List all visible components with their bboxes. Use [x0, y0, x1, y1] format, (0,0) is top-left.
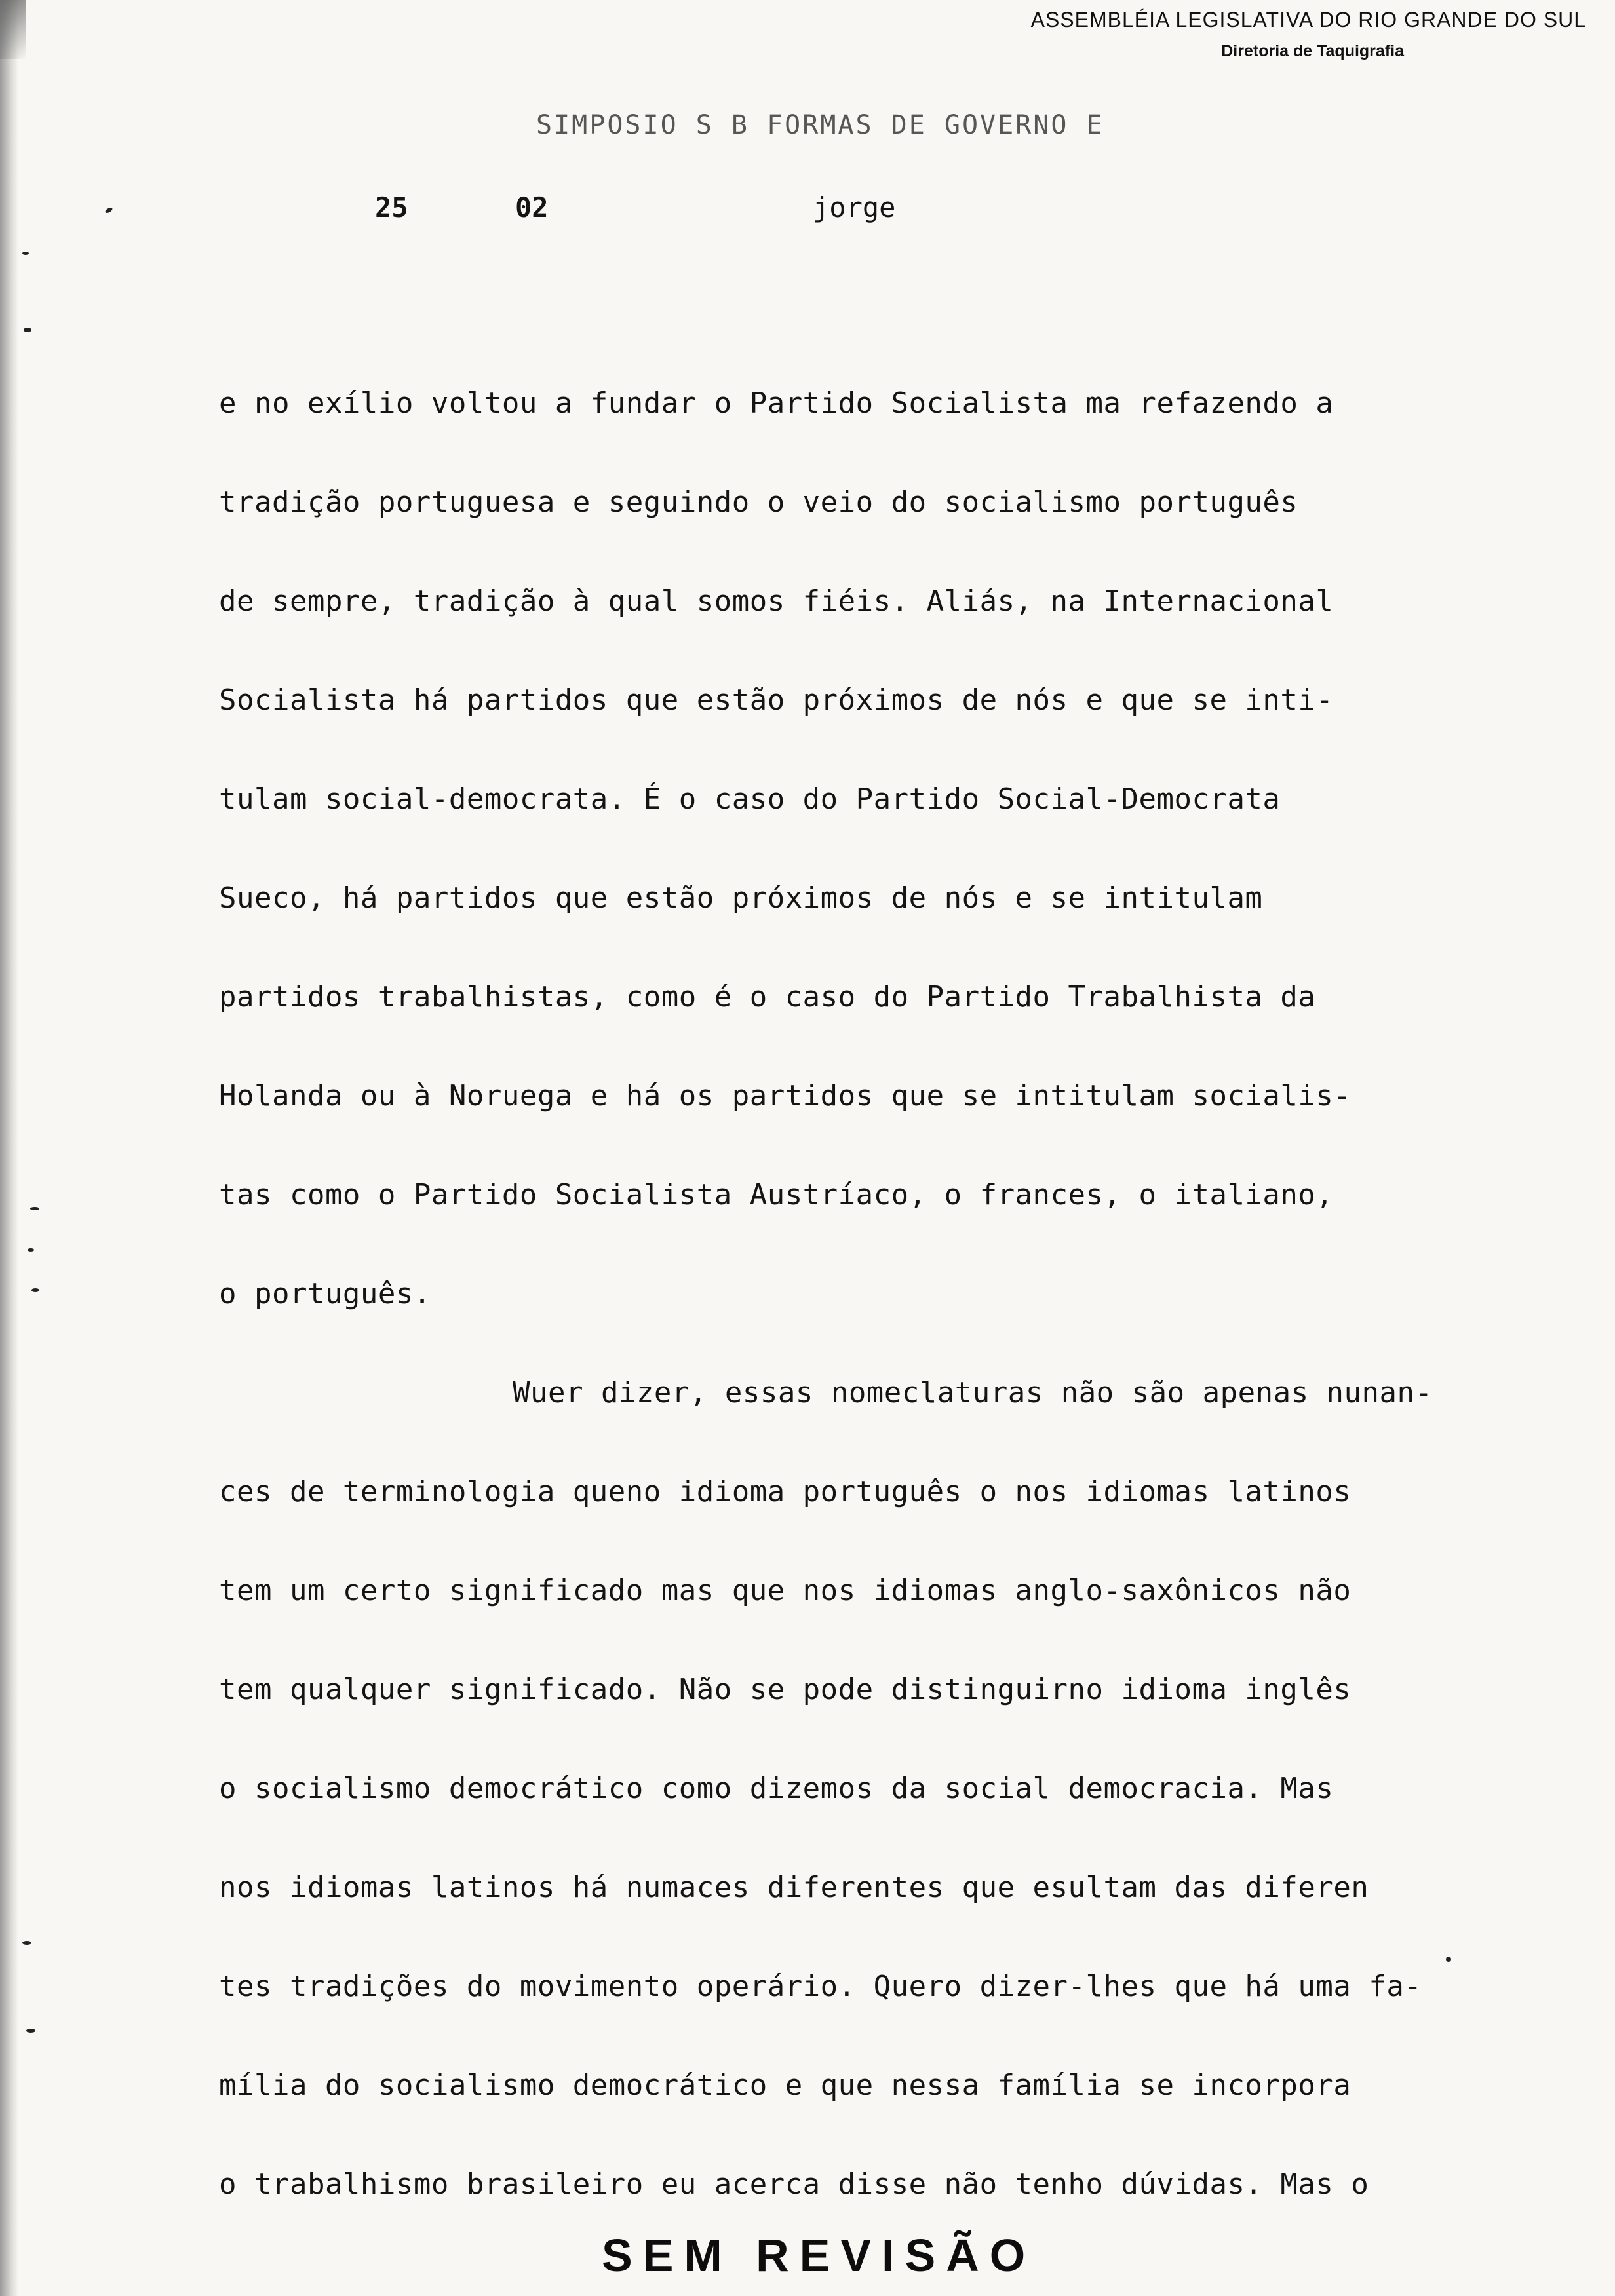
- scan-edge-shadow: [0, 0, 18, 2296]
- transcript-line: e no exílio voltou a fundar o Partido Socialista ma refazendo a: [219, 387, 1334, 420]
- transcript-body: [219, 384, 1556, 2264]
- document-day: 25: [375, 191, 408, 223]
- margin-speck: [30, 1207, 39, 1210]
- margin-speck: [22, 252, 29, 255]
- transcript-line: de sempre, tradição à qual somos fiéis. Aliás, na Internacional: [219, 584, 1334, 618]
- margin-speck: [31, 1288, 39, 1292]
- transcript-line: tes tradições do movimento operário. Quero dizer-lhes que há uma fa-: [219, 1970, 1422, 2003]
- transcript-line: o socialismo democrático como dizemos da social democracia. Mas: [219, 1772, 1334, 1805]
- transcript-line: Holanda ou à Noruega e há os partidos que se intitulam socialis-: [219, 1079, 1352, 1113]
- transcript-line: tulam social-democrata. É o caso do Partido Social-Democrata: [219, 782, 1281, 816]
- no-revision-stamp: SEM REVISÃO: [602, 2230, 1036, 2281]
- margin-speck: [1446, 1957, 1451, 1962]
- transcript-line: tem um certo significado mas que nos idiomas anglo-saxônicos não: [219, 1574, 1352, 1607]
- transcript-line: mília do socialismo democrático e que nessa família se incorpora: [219, 2069, 1352, 2102]
- transcript-line: Socialista há partidos que estão próximos de nós e que se inti-: [219, 683, 1334, 717]
- transcript-line: tas como o Partido Socialista Austríaco, o frances, o italiano,: [219, 1178, 1334, 1212]
- margin-speck: [104, 206, 113, 214]
- transcript-line: Wuer dizer, essas nomeclaturas não são apenas nunan-: [513, 1376, 1433, 1409]
- transcript-line: tem qualquer significado. Não se pode distinguirno idioma inglês: [219, 1673, 1352, 1706]
- margin-speck: [26, 2029, 35, 2033]
- margin-speck: [28, 1248, 34, 1252]
- document-author: jorge: [813, 191, 896, 223]
- transcript-line: o português.: [219, 1277, 431, 1311]
- transcript-line: tradição portuguesa e seguindo o veio do socialismo português: [219, 486, 1298, 519]
- transcript-line: partidos trabalhistas, como é o caso do Partido Trabalhista da: [219, 980, 1316, 1014]
- transcript-line: ces de terminologia queno idioma português o nos idiomas latinos: [219, 1475, 1352, 1508]
- document-title: SIMPOSIO S B FORMAS DE GOVERNO E: [536, 110, 1104, 140]
- document-month: 02: [515, 191, 549, 223]
- transcript-line: Sueco, há partidos que estão próximos de nós e se intitulam: [219, 881, 1263, 915]
- scan-corner-shadow: [0, 0, 26, 59]
- transcript-line: o trabalhismo brasileiro eu acerca disse não tenho dúvidas. Mas o: [219, 2168, 1369, 2201]
- margin-speck: [22, 1941, 31, 1945]
- transcript-line: nos idiomas latinos há numaces diferentes que esultam das diferen: [219, 1871, 1369, 1904]
- department-header: Diretoria de Taquigrafia: [1221, 42, 1404, 60]
- organization-header: ASSEMBLÉIA LEGISLATIVA DO RIO GRANDE DO SUL: [1030, 8, 1586, 31]
- margin-speck: [24, 328, 31, 332]
